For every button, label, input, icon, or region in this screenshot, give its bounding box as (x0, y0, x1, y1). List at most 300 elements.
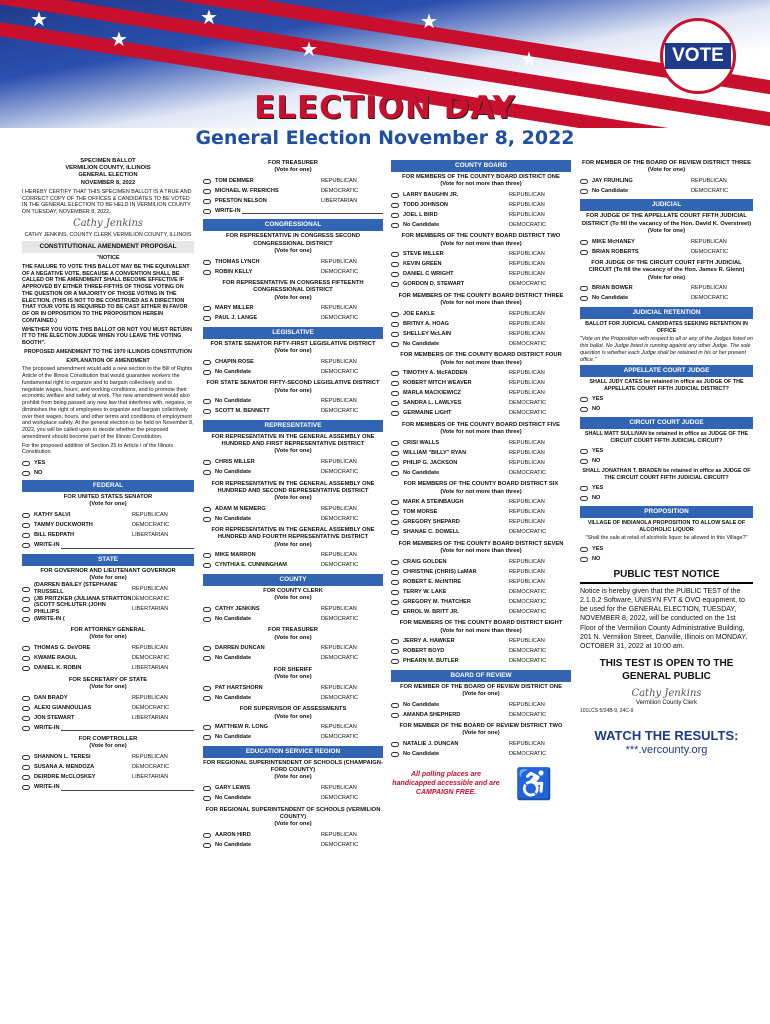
results-link[interactable]: ***.vercounty.org (625, 744, 708, 757)
vote-oval[interactable] (391, 441, 399, 446)
candidate-row[interactable] (391, 647, 571, 657)
candidate-row[interactable] (391, 518, 571, 528)
candidate-row[interactable] (22, 511, 194, 521)
write-in-line[interactable] (61, 785, 194, 791)
vote-oval[interactable] (391, 312, 399, 317)
race-us-senator (22, 494, 194, 550)
write-in-row[interactable] (22, 783, 194, 793)
vote-oval[interactable] (391, 322, 399, 327)
candidate-name: CHRIS MILLER (215, 459, 255, 466)
candidate-row[interactable] (203, 314, 383, 324)
candidate-name: SHANNON L. TERESI (34, 754, 91, 761)
candidate-row[interactable] (391, 637, 571, 647)
vote-oval[interactable] (203, 786, 211, 791)
candidate-row[interactable] (580, 237, 753, 247)
candidate-row[interactable] (391, 448, 571, 458)
vote-oval[interactable] (580, 407, 588, 412)
candidate-row[interactable] (203, 604, 383, 614)
candidate-row[interactable] (391, 409, 571, 419)
candidate-row[interactable] (391, 567, 571, 577)
vote-instruction: (Vote for one) (274, 294, 312, 301)
candidate-row[interactable] (391, 498, 571, 508)
vote-oval[interactable] (391, 703, 399, 708)
vote-oval[interactable] (580, 459, 588, 464)
candidate-name: TERRY W. LAKE (403, 588, 447, 595)
vote-oval[interactable] (22, 543, 30, 548)
yes-option[interactable] (580, 446, 753, 456)
office-title (203, 380, 383, 394)
candidate-row[interactable] (580, 186, 753, 196)
candidate-row[interactable] (391, 280, 571, 290)
vote-oval[interactable] (22, 765, 30, 770)
vote-oval[interactable] (203, 370, 211, 375)
party-label: REPUBLICAN (321, 785, 357, 791)
vote-oval[interactable] (391, 639, 399, 644)
vote-oval[interactable] (203, 260, 211, 265)
vote-oval[interactable] (22, 607, 30, 612)
yes-option[interactable] (22, 458, 194, 468)
no-option[interactable] (580, 456, 753, 466)
candidate-row[interactable] (391, 200, 571, 210)
candidate-row[interactable] (391, 607, 571, 617)
vote-oval[interactable] (580, 557, 588, 562)
race-comptroller (22, 736, 194, 792)
candidate-row[interactable] (203, 196, 383, 206)
candidate-row[interactable] (391, 577, 571, 587)
write-in-row[interactable] (22, 541, 194, 551)
vote-oval[interactable] (391, 461, 399, 466)
candidate-row[interactable] (22, 773, 194, 783)
candidate-row[interactable] (391, 270, 571, 280)
vote-oval[interactable] (391, 510, 399, 515)
vote-oval[interactable] (391, 590, 399, 595)
candidate-row[interactable] (391, 587, 571, 597)
write-in-label: WRITE-IN (215, 207, 241, 214)
candidate-row[interactable] (203, 830, 383, 840)
vote-badge-label: VOTE (665, 43, 731, 69)
candidate-row[interactable] (22, 753, 194, 763)
vote-oval[interactable] (22, 461, 30, 466)
vote-oval[interactable] (203, 399, 211, 404)
vote-oval[interactable] (203, 409, 211, 414)
candidate-row[interactable] (203, 784, 383, 794)
candidate-name: KATHY SALVI (34, 512, 71, 519)
vote-badge (660, 18, 736, 94)
vote-oval[interactable] (203, 646, 211, 651)
vote-oval[interactable] (22, 785, 30, 790)
candidate-row[interactable] (391, 657, 571, 667)
vote-oval[interactable] (22, 513, 30, 518)
office-title (203, 627, 383, 641)
candidate-name: ADAM M NIEMERG (215, 505, 266, 512)
candidate-row[interactable] (22, 644, 194, 654)
office-name: FOR MEMBERS OF THE COUNTY BOARD DISTRICT THREE (398, 292, 564, 299)
candidate-row[interactable] (391, 319, 571, 329)
vote-oval[interactable] (22, 523, 30, 528)
vote-oval[interactable] (391, 332, 399, 337)
vote-oval[interactable] (391, 520, 399, 525)
candidate-name: (DARREN BAILEY (STEPHANIE TRUSSELL (34, 582, 118, 596)
candidate-row[interactable] (203, 693, 383, 703)
vote-oval[interactable] (203, 179, 211, 184)
party-label: REPUBLICAN (321, 505, 357, 512)
vote-oval[interactable] (391, 411, 399, 416)
vote-oval[interactable] (203, 209, 211, 214)
vote-oval[interactable] (203, 696, 211, 701)
candidate-name: No Candidate (592, 187, 629, 194)
yes-option[interactable] (580, 395, 753, 405)
candidate-row[interactable] (203, 407, 383, 417)
candidate-row[interactable] (391, 379, 571, 389)
vote-oval[interactable] (391, 282, 399, 287)
vote-oval[interactable] (22, 587, 30, 592)
retention-question: SHALL MATT SULLIVAN be retained in office as JUDGE OF THE CIRCUIT COURT FIFTH JUDICIAL CIRCUIT? (584, 430, 749, 444)
office-name: FOR REPRESENTATIVE IN THE GENERAL ASSEMBLY ONE HUNDRED AND SECOND REPRESENTATIVE DISTRICT (211, 480, 375, 494)
candidate-name: THOMAS G. DeVORE (34, 645, 91, 652)
party-label: REPUBLICAN (509, 191, 545, 198)
candidate-row[interactable] (203, 468, 383, 478)
office-title (203, 667, 383, 681)
candidate-row[interactable] (391, 210, 571, 220)
candidate-row[interactable] (203, 561, 383, 571)
candidate-row[interactable] (22, 531, 194, 541)
race-assembly-102 (203, 481, 383, 525)
candidate-row[interactable] (203, 176, 383, 186)
office-name: FOR UNITED STATES SENATOR (63, 494, 153, 501)
vote-oval[interactable] (391, 451, 399, 456)
vote-oval[interactable] (391, 742, 399, 747)
office-name: FOR MEMBER OF THE BOARD OF REVIEW DISTRICT TWO (399, 723, 563, 730)
party-label: REPUBLICAN (321, 305, 357, 312)
vote-oval[interactable] (391, 752, 399, 757)
candidate-row[interactable] (203, 654, 383, 664)
vote-oval[interactable] (391, 659, 399, 664)
vote-oval[interactable] (203, 607, 211, 612)
candidate-row[interactable] (391, 250, 571, 260)
vote-oval[interactable] (391, 391, 399, 396)
vote-oval[interactable] (391, 223, 399, 228)
candidate-row[interactable] (203, 644, 383, 654)
candidate-row[interactable] (203, 267, 383, 277)
candidate-name: GORDON D. STEWART (403, 281, 465, 288)
party-label: REPUBLICAN (691, 177, 727, 184)
candidate-name: AMANDA SHEPHERD (403, 711, 461, 718)
vote-oval[interactable] (203, 199, 211, 204)
candidate-row[interactable] (391, 528, 571, 538)
vote-oval[interactable] (580, 547, 588, 552)
vote-oval[interactable] (203, 686, 211, 691)
party-label: REPUBLICAN (509, 271, 545, 278)
no-option[interactable] (580, 554, 753, 564)
vote-oval[interactable] (22, 706, 30, 711)
vote-oval[interactable] (203, 507, 211, 512)
vote-oval[interactable] (203, 517, 211, 522)
candidate-row[interactable] (391, 369, 571, 379)
vote-oval[interactable] (203, 189, 211, 194)
candidate-row[interactable] (22, 693, 194, 703)
vote-oval[interactable] (203, 725, 211, 730)
candidate-row[interactable] (391, 220, 571, 230)
candidate-row[interactable] (22, 664, 194, 674)
candidate-name: BRIAN BOWER (592, 285, 633, 292)
candidate-row[interactable] (22, 604, 194, 614)
candidate-row[interactable] (22, 763, 194, 773)
candidate-row[interactable] (203, 723, 383, 733)
office-name: FOR MEMBERS OF THE COUNTY BOARD DISTRICT FIVE (401, 421, 561, 428)
section-judicial: JUDICIAL (580, 199, 753, 211)
vote-oval[interactable] (203, 316, 211, 321)
vote-instruction: (Vote for not more than three) (440, 181, 522, 188)
candidate-row[interactable] (580, 284, 753, 294)
candidate-row[interactable] (391, 508, 571, 518)
candidate-row[interactable] (391, 438, 571, 448)
vote-oval[interactable] (391, 272, 399, 277)
candidate-row[interactable] (391, 458, 571, 468)
candidate-row[interactable] (391, 329, 571, 339)
no-option[interactable] (22, 468, 194, 478)
office-title (203, 233, 383, 255)
section-amendment: CONSTITUTIONAL AMENDMENT PROPOSAL (22, 241, 194, 253)
vote-oval[interactable] (203, 460, 211, 465)
vote-oval[interactable] (580, 496, 588, 501)
candidate-name: CRISI WALLS (403, 439, 440, 446)
vote-oval[interactable] (391, 713, 399, 718)
race-board-d2 (391, 233, 571, 289)
candidate-row[interactable] (203, 504, 383, 514)
candidate-name: No Candidate (215, 368, 252, 375)
watch-results: WATCH THE RESULTS: (594, 728, 739, 744)
section-legislative: LEGISLATIVE (203, 327, 383, 339)
race-sheriff (203, 667, 383, 703)
candidate-row[interactable] (22, 584, 194, 594)
vote-oval[interactable] (391, 371, 399, 376)
no-option[interactable] (580, 494, 753, 504)
candidate-row[interactable] (203, 551, 383, 561)
candidate-row[interactable] (203, 794, 383, 804)
vote-oval[interactable] (391, 530, 399, 535)
candidate-name: No Candidate (215, 734, 252, 741)
write-in-row[interactable] (22, 723, 194, 733)
vote-oval[interactable] (203, 735, 211, 740)
vote-oval[interactable] (580, 486, 588, 491)
candidate-row[interactable] (22, 614, 194, 624)
candidate-row[interactable] (391, 339, 571, 349)
party-label: REPUBLICAN (509, 201, 545, 208)
candidate-row[interactable] (203, 304, 383, 314)
candidate-row[interactable] (391, 399, 571, 409)
party-label: REPUBLICAN (509, 261, 545, 268)
candidate-name: CRAIG GOLDEN (403, 558, 447, 565)
candidate-row[interactable] (391, 597, 571, 607)
vote-oval[interactable] (22, 716, 30, 721)
candidate-row[interactable] (391, 468, 571, 478)
vote-oval[interactable] (391, 193, 399, 198)
vote-oval[interactable] (22, 656, 30, 661)
column-3 (391, 158, 571, 803)
candidate-row[interactable] (203, 367, 383, 377)
vote-oval[interactable] (391, 203, 399, 208)
candidate-row[interactable] (391, 700, 571, 710)
candidate-row[interactable] (203, 458, 383, 468)
candidate-name: No Candidate (403, 221, 440, 228)
candidate-row[interactable] (391, 389, 571, 399)
candidate-row[interactable] (203, 683, 383, 693)
candidate-row[interactable] (203, 840, 383, 850)
candidate-row[interactable] (580, 247, 753, 257)
vote-oval[interactable] (22, 726, 30, 731)
vote-oval[interactable] (391, 401, 399, 406)
candidate-row[interactable] (391, 750, 571, 760)
office-name: FOR REPRESENTATIVE IN CONGRESS FIFTEENTH CONGRESSIONAL DISTRICT (222, 280, 364, 294)
vote-oval[interactable] (22, 775, 30, 780)
candidate-row[interactable] (391, 309, 571, 319)
yes-option[interactable] (580, 544, 753, 554)
candidate-row[interactable] (580, 294, 753, 304)
race-assembly-104 (203, 527, 383, 571)
party-label: REPUBLICAN (132, 585, 168, 592)
vote-oval[interactable] (22, 471, 30, 476)
vote-oval[interactable] (580, 397, 588, 402)
vote-oval[interactable] (203, 617, 211, 622)
vote-oval[interactable] (203, 360, 211, 365)
write-in-row[interactable] (203, 206, 383, 216)
vote-oval[interactable] (391, 252, 399, 257)
star-icon: ★ (110, 29, 128, 51)
candidate-row[interactable] (22, 521, 194, 531)
candidate-row[interactable] (203, 186, 383, 196)
candidate-row[interactable] (203, 257, 383, 267)
vote-oval[interactable] (580, 240, 588, 245)
office-name: FOR SHERIFF (273, 666, 313, 673)
candidate-row[interactable] (391, 260, 571, 270)
candidate-name: JON STEWART (34, 714, 75, 721)
candidate-name: (SCOTT SCHLUTER (JOHN PHILLIPS (34, 602, 106, 616)
vote-oval[interactable] (22, 696, 30, 701)
no-option[interactable] (580, 405, 753, 415)
vote-oval[interactable] (391, 580, 399, 585)
candidate-name: SHANAE C. DOWELL (403, 529, 460, 536)
vote-oval[interactable] (391, 262, 399, 267)
candidate-row[interactable] (22, 713, 194, 723)
party-label: DEMOCRATIC (509, 410, 547, 417)
vote-oval[interactable] (203, 796, 211, 801)
vote-oval[interactable] (580, 179, 588, 184)
office-name: FOR REPRESENTATIVE IN CONGRESS SECOND CONGRESSIONAL DISTRICT (225, 233, 361, 247)
vote-oval[interactable] (22, 617, 30, 622)
party-label: REPUBLICAN (509, 638, 545, 645)
candidate-row[interactable] (22, 703, 194, 713)
candidate-name: No Candidate (403, 469, 440, 476)
vote-oval[interactable] (22, 533, 30, 538)
candidate-row[interactable] (391, 190, 571, 200)
party-label: DEMOCRATIC (321, 187, 359, 194)
candidate-row[interactable] (203, 514, 383, 524)
vote-oval[interactable] (203, 553, 211, 558)
vote-oval[interactable] (580, 286, 588, 291)
page-title: ELECTION DAY (254, 90, 516, 126)
candidate-name: No Candidate (215, 694, 252, 701)
party-label: REPUBLICAN (509, 459, 545, 466)
vote-oval[interactable] (203, 843, 211, 848)
vote-oval[interactable] (391, 471, 399, 476)
vote-oval[interactable] (580, 189, 588, 194)
race-county-clerk (203, 588, 383, 624)
candidate-row[interactable] (203, 614, 383, 624)
yes-option[interactable] (580, 484, 753, 494)
vote-oval[interactable] (203, 270, 211, 275)
vote-oval[interactable] (22, 666, 30, 671)
section-county: COUNTY (203, 574, 383, 586)
candidate-name: MIKE McHANEY (592, 238, 635, 245)
vote-oval[interactable] (391, 342, 399, 347)
candidate-name: ROBERT E. McINTIRE (403, 578, 462, 585)
vote-oval[interactable] (22, 597, 30, 602)
party-label: DEMOCRATIC (509, 340, 547, 347)
candidate-row[interactable] (203, 733, 383, 743)
race-review-d3 (580, 160, 753, 196)
party-label: DEMOCRATIC (509, 529, 547, 536)
proposed-amendment: PROPOSED AMENDMENT TO THE 1970 ILLINOIS CONSTITUTION (24, 348, 192, 355)
candidate-row[interactable] (580, 176, 753, 186)
party-label: DEMOCRATIC (691, 248, 729, 255)
write-in-line[interactable] (61, 725, 194, 731)
vote-oval[interactable] (391, 649, 399, 654)
vote-oval[interactable] (203, 306, 211, 311)
vote-oval[interactable] (203, 470, 211, 475)
vote-oval[interactable] (391, 610, 399, 615)
candidate-row[interactable] (203, 397, 383, 407)
party-label: REPUBLICAN (509, 499, 545, 506)
candidate-name: ERROL W. BRITT JR. (403, 608, 459, 615)
vote-oval[interactable] (391, 381, 399, 386)
candidate-row[interactable] (22, 654, 194, 664)
vote-oval[interactable] (203, 833, 211, 838)
candidate-row[interactable] (391, 557, 571, 567)
vote-oval[interactable] (580, 296, 588, 301)
vote-instruction: (Vote for not more than three) (440, 359, 522, 366)
office-title (391, 723, 571, 737)
candidate-row[interactable] (203, 357, 383, 367)
vote-oval[interactable] (391, 213, 399, 218)
option-label: NO (34, 469, 43, 476)
candidate-row[interactable] (391, 740, 571, 750)
office-name: FOR MEMBERS OF THE COUNTY BOARD DISTRICT FOUR (400, 352, 562, 359)
write-in-line[interactable] (242, 208, 383, 214)
vote-oval[interactable] (391, 600, 399, 605)
vote-instruction: (Vote for one) (89, 634, 127, 641)
candidate-row[interactable] (391, 710, 571, 720)
notice-text: THE FAILURE TO VOTE THIS BALLOT MAY BE THE EQUIVALENT OF A NEGATIVE VOTE, BECAUSE A CONVENTION SHALL BE CALLED OR THE AMENDMENT SHALL BECOME EFFECTIVE IF APPROVED BY EITHER THREE-FIFTHS OF THOSE VOTING ON THE QUESTION OR A MAJORITY OF THOSE VOTING IN THE ELECTION. (THIS IS NOT TO BE CONSTRUED AS A DIRECTION THAT YOUR VOTE IS REQUIRED TO BE CAST EITHER IN FAVOR OF OR IN OPPOSITION TO THE PROPOSITION HEREIN CONTAINED.) (22, 263, 190, 324)
candidate-name: GREGORY M. THATCHER (403, 598, 471, 605)
candidate-name: CHAPIN ROSE (215, 358, 254, 365)
accessibility-note (391, 766, 571, 804)
vote-oval[interactable] (391, 560, 399, 565)
party-label: DEMOCRATIC (691, 295, 729, 302)
vote-oval[interactable] (580, 449, 588, 454)
candidate-name: MICHAEL W. FRERICHS (215, 187, 279, 194)
race-congress-15 (203, 280, 383, 324)
vote-oval[interactable] (391, 570, 399, 575)
vote-oval[interactable] (391, 500, 399, 505)
vote-oval[interactable] (580, 250, 588, 255)
party-label: DEMOCRATIC (132, 595, 170, 602)
vote-oval[interactable] (22, 755, 30, 760)
vote-oval[interactable] (203, 656, 211, 661)
option-label: NO (592, 495, 601, 502)
write-in-line[interactable] (61, 543, 194, 549)
vote-oval[interactable] (22, 646, 30, 651)
vote-oval[interactable] (203, 563, 211, 568)
